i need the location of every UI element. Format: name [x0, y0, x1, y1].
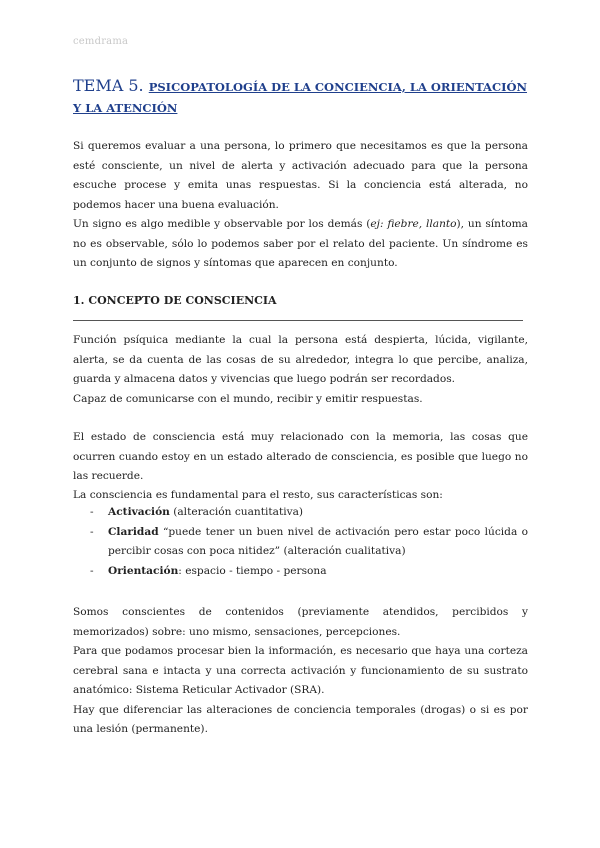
title-subject: PSICOPATOLOGÍA DE LA CONCIENCIA, LA ORIENTACIÓN Y LA ATENCIÓN [73, 80, 528, 115]
definition-paragraph [73, 331, 528, 409]
characteristic-term: Claridad [108, 525, 159, 538]
section-divider [73, 320, 523, 321]
page-title [73, 76, 533, 118]
list-item: - Activación (alteración cuantitativa) [90, 506, 304, 518]
processing-text: Para que podamos procesar bien la información, es necesario que haya una corteza cerebral sana e intacta y una correcta activación y funcionamiento de su sustrato anatómico: Sistema Reticular Activador (SRA). [73, 645, 528, 696]
title-tema: TEMA 5. [73, 76, 144, 95]
watermark: cemdrama [73, 36, 129, 47]
characteristic-term: Activación [108, 506, 170, 518]
characteristic-desc: “puede tener un buen nivel de activación pero estar poco lúcida o percibir cosas con poca nitidez” (alteración cualitativa) [108, 525, 528, 557]
characteristics-list [73, 503, 528, 581]
sign-symptom-paragraph [73, 215, 528, 274]
memory-paragraph: El estado de consciencia está muy relacionado con la memoria, las cosas que ocurren cuando estoy en un estado alterado de consciencia, es posible que luego no las recuerde. [73, 431, 528, 482]
intro-paragraph: Si queremos evaluar a una persona, lo primero que necesitamos es que la persona esté consciente, un nivel de alerta y activación adecuado para que la persona escuche procese y emita unas respuestas. Si la conciencia está alterada, no podemos hacer una buena evaluación. [73, 140, 528, 211]
characteristic-desc: : espacio - tiempo - persona [178, 564, 327, 577]
final-paragraph [73, 603, 528, 740]
contents-text: Somos conscientes de contenidos (previamente atendidos, percibidos y memorizados) sobre: uno mismo, sensaciones, percepciones. [73, 606, 528, 638]
characteristic-term: Orientación [108, 564, 179, 577]
communication-text: Capaz de comunicarse con el mundo, recibir y emitir respuestas. [73, 392, 423, 405]
sign-example: ej: fiebre, llanto [370, 218, 457, 230]
section-heading: 1. CONCEPTO DE CONSCIENCIA [73, 294, 277, 307]
sign-text-before: Un signo es algo medible y observable por los demás ( [73, 218, 371, 230]
definition-text: Función psíquica mediante la cual la persona está despierta, lúcida, vigilante, alerta, se da cuenta de las cosas de su alrededor, integra lo que percibe, analiza, guarda y almacena datos y vivencias que luego podrán ser recordados. [73, 334, 528, 385]
sign-text-after: ), un síntoma no es observable, sólo lo podemos saber por el relato del paciente. Un síndrome es un conjunto de signos y síntomas que aparecen en conjunto. [73, 218, 528, 269]
characteristics-intro: La consciencia es fundamental para el resto, sus características son: [73, 489, 443, 501]
list-item: - Claridad “puede tener un buen nivel de activación pero estar poco lúcida o percibir cosas con poca nitidez” (alteración cualitativa) [90, 525, 528, 557]
list-item: - Orientación: espacio - tiempo - persona [90, 564, 327, 577]
characteristic-desc: (alteración cuantitativa) [169, 506, 304, 518]
differentiate-text: Hay que diferenciar las alteraciones de conciencia temporales (drogas) o si es por una lesión (permanente). [73, 703, 528, 735]
